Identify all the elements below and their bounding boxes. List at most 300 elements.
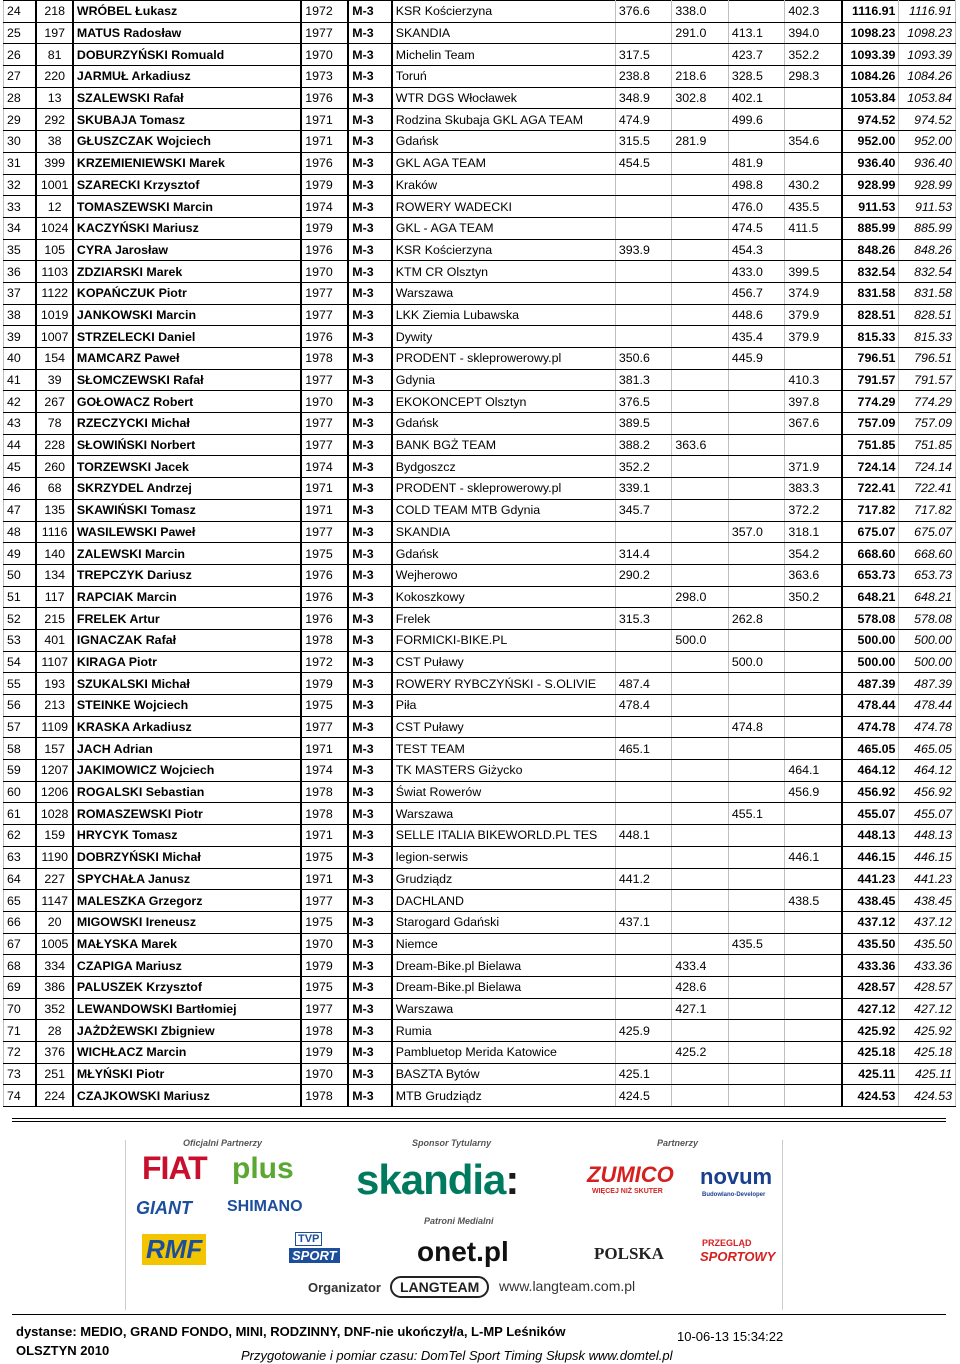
total-points-cell: 456.92 (842, 781, 898, 803)
round-2-cell (672, 413, 728, 435)
round-4-cell (785, 109, 843, 131)
number-cell: 292 (36, 109, 72, 131)
club-cell: EKOKONCEPT Olsztyn (392, 391, 616, 413)
round-3-cell (728, 1063, 784, 1085)
sponsors-area (12, 1118, 952, 1318)
position-cell: 70 (4, 998, 37, 1020)
round-1-cell (615, 326, 671, 348)
rider-name-cell: CZAPIGA Mariusz (73, 955, 301, 977)
final-points-cell: 911.53 (899, 196, 956, 218)
table-row (4, 933, 956, 955)
round-4-cell (785, 976, 843, 998)
shimano-logo: SHIMANO (227, 1198, 303, 1215)
table-row (4, 109, 956, 131)
round-4-cell (785, 955, 843, 977)
final-points-cell: 441.23 (899, 868, 956, 890)
final-points-cell: 675.07 (899, 521, 956, 543)
final-points-cell: 578.08 (899, 608, 956, 630)
round-2-cell: 425.2 (672, 1042, 728, 1064)
round-2-cell (672, 673, 728, 695)
rider-name-cell: LEWANDOWSKI Bartłomiej (73, 998, 301, 1020)
novum-logo: novum (700, 1164, 773, 1189)
round-3-cell: 402.1 (728, 87, 784, 109)
number-cell: 154 (36, 348, 72, 370)
number-cell: 1001 (36, 174, 72, 196)
round-1-cell: 350.6 (615, 348, 671, 370)
table-row (4, 695, 956, 717)
final-points-cell: 433.36 (899, 955, 956, 977)
total-points-cell: 1084.26 (842, 66, 898, 88)
final-points-cell: 478.44 (899, 695, 956, 717)
category-cell: M-3 (348, 1063, 392, 1085)
position-cell: 44 (4, 434, 37, 456)
rider-name-cell: DOBRZYŃSKI Michał (73, 846, 301, 868)
round-3-cell: 262.8 (728, 608, 784, 630)
category-cell: M-3 (348, 196, 392, 218)
number-cell: 376 (36, 1042, 72, 1064)
number-cell: 1109 (36, 716, 72, 738)
table-row (4, 348, 956, 370)
final-points-cell: 724.14 (899, 456, 956, 478)
position-cell: 49 (4, 543, 37, 565)
category-cell: M-3 (348, 521, 392, 543)
table-row (4, 261, 956, 283)
birth-year-cell: 1977 (301, 413, 348, 435)
number-cell: 157 (36, 738, 72, 760)
round-1-cell: 474.9 (615, 109, 671, 131)
round-2-cell: 218.6 (672, 66, 728, 88)
round-2-cell: 338.0 (672, 1, 728, 23)
round-4-cell (785, 803, 843, 825)
round-4-cell: 354.2 (785, 543, 843, 565)
round-1-cell: 376.5 (615, 391, 671, 413)
number-cell: 134 (36, 564, 72, 586)
category-cell: M-3 (348, 131, 392, 153)
birth-year-cell: 1977 (301, 716, 348, 738)
position-cell: 41 (4, 369, 37, 391)
round-1-cell (615, 955, 671, 977)
round-4-cell: 411.5 (785, 217, 843, 239)
total-points-cell: 487.39 (842, 673, 898, 695)
position-cell: 63 (4, 846, 37, 868)
rider-name-cell: SŁOMCZEWSKI Rafał (73, 369, 301, 391)
category-cell: M-3 (348, 586, 392, 608)
results-body (4, 1, 956, 1107)
round-4-cell: 374.9 (785, 282, 843, 304)
rider-name-cell: MAŁYSKA Marek (73, 933, 301, 955)
round-1-cell (615, 760, 671, 782)
position-cell: 67 (4, 933, 37, 955)
birth-year-cell: 1973 (301, 66, 348, 88)
total-points-cell: 848.26 (842, 239, 898, 261)
position-cell: 35 (4, 239, 37, 261)
rider-name-cell: JAŻDŻEWSKI Zbigniew (73, 1020, 301, 1042)
rider-name-cell: GOŁOWACZ Robert (73, 391, 301, 413)
round-4-cell: 371.9 (785, 456, 843, 478)
round-2-cell (672, 695, 728, 717)
birth-year-cell: 1975 (301, 846, 348, 868)
table-row (4, 1020, 956, 1042)
number-cell: 135 (36, 499, 72, 521)
birth-year-cell: 1975 (301, 695, 348, 717)
round-4-cell (785, 933, 843, 955)
birth-year-cell: 1978 (301, 1085, 348, 1107)
club-cell: CST Puławy (392, 651, 616, 673)
table-row (4, 760, 956, 782)
round-3-cell: 498.8 (728, 174, 784, 196)
total-points-cell: 974.52 (842, 109, 898, 131)
round-3-cell: 474.5 (728, 217, 784, 239)
category-cell: M-3 (348, 261, 392, 283)
round-4-cell (785, 998, 843, 1020)
category-cell: M-3 (348, 868, 392, 890)
club-cell: Warszawa (392, 282, 616, 304)
final-points-cell: 751.85 (899, 434, 956, 456)
rider-name-cell: ZALEWSKI Marcin (73, 543, 301, 565)
birth-year-cell: 1979 (301, 174, 348, 196)
total-points-cell: 774.29 (842, 391, 898, 413)
club-cell: Niemce (392, 933, 616, 955)
category-cell: M-3 (348, 1, 392, 23)
giant-logo: GIANT (136, 1198, 192, 1218)
club-cell: TEST TEAM (392, 738, 616, 760)
number-cell: 12 (36, 196, 72, 218)
position-cell: 25 (4, 22, 37, 44)
rider-name-cell: WRÓBEL Łukasz (73, 1, 301, 23)
round-1-cell: 238.8 (615, 66, 671, 88)
club-cell: Grudziądz (392, 868, 616, 890)
birth-year-cell: 1979 (301, 217, 348, 239)
round-1-cell (615, 217, 671, 239)
club-cell: Pambluetop Merida Katowice (392, 1042, 616, 1064)
round-3-cell: 433.0 (728, 261, 784, 283)
birth-year-cell: 1977 (301, 22, 348, 44)
category-cell: M-3 (348, 1085, 392, 1107)
category-cell: M-3 (348, 239, 392, 261)
birth-year-cell: 1977 (301, 369, 348, 391)
table-row (4, 825, 956, 847)
birth-year-cell: 1976 (301, 608, 348, 630)
table-row (4, 44, 956, 66)
partners-label: Partnerzy (657, 1138, 699, 1148)
round-3-cell: 455.1 (728, 803, 784, 825)
media-patrons-label: Patroni Medialni (424, 1216, 494, 1226)
club-cell: SELLE ITALIA BIKEWORLD.PL TES (392, 825, 616, 847)
number-cell: 1116 (36, 521, 72, 543)
rider-name-cell: WASILEWSKI Paweł (73, 521, 301, 543)
category-cell: M-3 (348, 304, 392, 326)
round-2-cell (672, 152, 728, 174)
round-1-cell: 290.2 (615, 564, 671, 586)
round-1-cell: 352.2 (615, 456, 671, 478)
position-cell: 72 (4, 1042, 37, 1064)
round-3-cell: 445.9 (728, 348, 784, 370)
round-4-cell (785, 651, 843, 673)
round-2-cell (672, 391, 728, 413)
total-points-cell: 952.00 (842, 131, 898, 153)
number-cell: 228 (36, 434, 72, 456)
position-cell: 66 (4, 911, 37, 933)
round-2-cell: 500.0 (672, 629, 728, 651)
round-1-cell (615, 261, 671, 283)
round-3-cell (728, 738, 784, 760)
round-2-cell (672, 239, 728, 261)
round-3-cell (728, 976, 784, 998)
position-cell: 45 (4, 456, 37, 478)
birth-year-cell: 1971 (301, 738, 348, 760)
birth-year-cell: 1971 (301, 868, 348, 890)
round-2-cell (672, 369, 728, 391)
number-cell: 1103 (36, 261, 72, 283)
round-1-cell (615, 521, 671, 543)
table-row (4, 564, 956, 586)
birth-year-cell: 1978 (301, 348, 348, 370)
club-cell: SKANDIA (392, 521, 616, 543)
category-cell: M-3 (348, 87, 392, 109)
round-2-cell (672, 564, 728, 586)
round-3-cell: 474.8 (728, 716, 784, 738)
round-3-cell (728, 1085, 784, 1107)
total-points-cell: 424.53 (842, 1085, 898, 1107)
novum-tagline: Budowlano-Developer (702, 1192, 766, 1198)
final-points-cell: 757.09 (899, 413, 956, 435)
position-cell: 59 (4, 760, 37, 782)
club-cell: Gdańsk (392, 131, 616, 153)
birth-year-cell: 1979 (301, 673, 348, 695)
birth-year-cell: 1978 (301, 1020, 348, 1042)
round-1-cell (615, 846, 671, 868)
position-cell: 52 (4, 608, 37, 630)
club-cell: BANK BGŻ TEAM (392, 434, 616, 456)
round-2-cell (672, 543, 728, 565)
round-1-cell: 389.5 (615, 413, 671, 435)
round-4-cell: 367.6 (785, 413, 843, 435)
birth-year-cell: 1979 (301, 1042, 348, 1064)
round-1-cell (615, 933, 671, 955)
rider-name-cell: CYRA Jarosław (73, 239, 301, 261)
position-cell: 48 (4, 521, 37, 543)
round-3-cell: 435.5 (728, 933, 784, 955)
round-1-cell: 315.5 (615, 131, 671, 153)
number-cell: 81 (36, 44, 72, 66)
round-2-cell (672, 760, 728, 782)
total-points-cell: 474.78 (842, 716, 898, 738)
birth-year-cell: 1974 (301, 196, 348, 218)
round-2-cell (672, 326, 728, 348)
final-points-cell: 831.58 (899, 282, 956, 304)
round-3-cell (728, 825, 784, 847)
position-cell: 46 (4, 478, 37, 500)
round-3-cell (728, 760, 784, 782)
final-points-cell: 428.57 (899, 976, 956, 998)
round-4-cell (785, 1042, 843, 1064)
round-2-cell (672, 499, 728, 521)
rider-name-cell: JANKOWSKI Marcin (73, 304, 301, 326)
club-cell: Toruń (392, 66, 616, 88)
position-cell: 43 (4, 413, 37, 435)
round-4-cell: 383.3 (785, 478, 843, 500)
total-points-cell: 438.45 (842, 890, 898, 912)
round-2-cell (672, 803, 728, 825)
number-cell: 193 (36, 673, 72, 695)
round-2-cell (672, 282, 728, 304)
round-1-cell (615, 976, 671, 998)
round-4-cell: 354.6 (785, 131, 843, 153)
rider-name-cell: MAMCARZ Paweł (73, 348, 301, 370)
total-points-cell: 578.08 (842, 608, 898, 630)
round-2-cell (672, 608, 728, 630)
club-cell: KSR Kościerzyna (392, 239, 616, 261)
round-2-cell (672, 651, 728, 673)
tvp-sport-logo: SPORT (289, 1248, 340, 1263)
rider-name-cell: ROMASZEWSKI Piotr (73, 803, 301, 825)
round-3-cell: 476.0 (728, 196, 784, 218)
position-cell: 37 (4, 282, 37, 304)
number-cell: 1107 (36, 651, 72, 673)
table-row (4, 434, 956, 456)
round-1-cell: 465.1 (615, 738, 671, 760)
round-1-cell: 478.4 (615, 695, 671, 717)
total-points-cell: 464.12 (842, 760, 898, 782)
round-4-cell (785, 716, 843, 738)
final-points-cell: 885.99 (899, 217, 956, 239)
total-points-cell: 751.85 (842, 434, 898, 456)
round-2-cell (672, 846, 728, 868)
round-2-cell (672, 781, 728, 803)
fiat-logo: FIAT (142, 1150, 207, 1186)
number-cell: 68 (36, 478, 72, 500)
rmf-logo: RMF (142, 1234, 206, 1265)
rider-name-cell: SKUBAJA Tomasz (73, 109, 301, 131)
round-3-cell (728, 890, 784, 912)
position-cell: 53 (4, 629, 37, 651)
number-cell: 267 (36, 391, 72, 413)
rider-name-cell: KIRAGA Piotr (73, 651, 301, 673)
table-row (4, 326, 956, 348)
position-cell: 55 (4, 673, 37, 695)
birth-year-cell: 1971 (301, 825, 348, 847)
round-1-cell: 345.7 (615, 499, 671, 521)
table-row (4, 369, 956, 391)
birth-year-cell: 1970 (301, 391, 348, 413)
title-sponsor-label: Sponsor Tytularny (412, 1138, 492, 1148)
category-cell: M-3 (348, 803, 392, 825)
rider-name-cell: SZALEWSKI Rafał (73, 87, 301, 109)
total-points-cell: 653.73 (842, 564, 898, 586)
position-cell: 64 (4, 868, 37, 890)
category-cell: M-3 (348, 369, 392, 391)
round-4-cell: 352.2 (785, 44, 843, 66)
final-points-cell: 465.05 (899, 738, 956, 760)
table-row (4, 66, 956, 88)
round-1-cell: 315.3 (615, 608, 671, 630)
number-cell: 352 (36, 998, 72, 1020)
langteam-logo: LANGTEAM (390, 1276, 489, 1298)
table-row (4, 413, 956, 435)
birth-year-cell: 1976 (301, 586, 348, 608)
round-2-cell (672, 521, 728, 543)
round-2-cell (672, 1063, 728, 1085)
club-cell: Gdańsk (392, 413, 616, 435)
position-cell: 50 (4, 564, 37, 586)
round-4-cell (785, 1085, 843, 1107)
club-cell: Warszawa (392, 998, 616, 1020)
final-points-cell: 952.00 (899, 131, 956, 153)
number-cell: 386 (36, 976, 72, 998)
position-cell: 27 (4, 66, 37, 88)
round-2-cell (672, 109, 728, 131)
round-1-cell: 441.2 (615, 868, 671, 890)
round-4-cell (785, 1063, 843, 1085)
club-cell: GKL - AGA TEAM (392, 217, 616, 239)
footer-distances: dystanse: MEDIO, GRAND FONDO, MINI, RODZINNY, DNF-nie ukończył/a, L-MP Leśników (16, 1324, 566, 1339)
club-cell: Świat Rowerów (392, 781, 616, 803)
birth-year-cell: 1977 (301, 890, 348, 912)
category-cell: M-3 (348, 911, 392, 933)
round-3-cell (728, 781, 784, 803)
category-cell: M-3 (348, 760, 392, 782)
round-1-cell (615, 998, 671, 1020)
final-points-cell: 1098.23 (899, 22, 956, 44)
total-points-cell: 831.58 (842, 282, 898, 304)
number-cell: 1007 (36, 326, 72, 348)
category-cell: M-3 (348, 22, 392, 44)
total-points-cell: 757.09 (842, 413, 898, 435)
results-table (3, 0, 956, 1107)
round-1-cell (615, 803, 671, 825)
round-4-cell: 372.2 (785, 499, 843, 521)
round-1-cell (615, 174, 671, 196)
round-3-cell (728, 369, 784, 391)
club-cell: FORMICKI-BIKE.PL (392, 629, 616, 651)
round-3-cell: 435.4 (728, 326, 784, 348)
table-row (4, 911, 956, 933)
birth-year-cell: 1975 (301, 911, 348, 933)
club-cell: Frelek (392, 608, 616, 630)
round-4-cell: 402.3 (785, 1, 843, 23)
round-2-cell (672, 738, 728, 760)
number-cell: 220 (36, 66, 72, 88)
birth-year-cell: 1971 (301, 499, 348, 521)
rider-name-cell: HRYCYK Tomasz (73, 825, 301, 847)
number-cell: 213 (36, 695, 72, 717)
total-points-cell: 722.41 (842, 478, 898, 500)
round-2-cell (672, 196, 728, 218)
category-cell: M-3 (348, 825, 392, 847)
rider-name-cell: PALUSZEK Krzysztof (73, 976, 301, 998)
round-1-cell (615, 890, 671, 912)
round-3-cell (728, 955, 784, 977)
final-points-cell: 648.21 (899, 586, 956, 608)
round-1-cell: 339.1 (615, 478, 671, 500)
club-cell: Starogard Gdański (392, 911, 616, 933)
round-1-cell (615, 586, 671, 608)
round-2-cell (672, 933, 728, 955)
round-4-cell (785, 868, 843, 890)
club-cell: Michelin Team (392, 44, 616, 66)
total-points-cell: 478.44 (842, 695, 898, 717)
round-4-cell: 438.5 (785, 890, 843, 912)
final-points-cell: 500.00 (899, 629, 956, 651)
category-cell: M-3 (348, 1042, 392, 1064)
round-2-cell (672, 478, 728, 500)
round-4-cell: 298.3 (785, 66, 843, 88)
round-4-cell (785, 87, 843, 109)
final-points-cell: 974.52 (899, 109, 956, 131)
club-cell: Gdańsk (392, 543, 616, 565)
position-cell: 31 (4, 152, 37, 174)
position-cell: 60 (4, 781, 37, 803)
